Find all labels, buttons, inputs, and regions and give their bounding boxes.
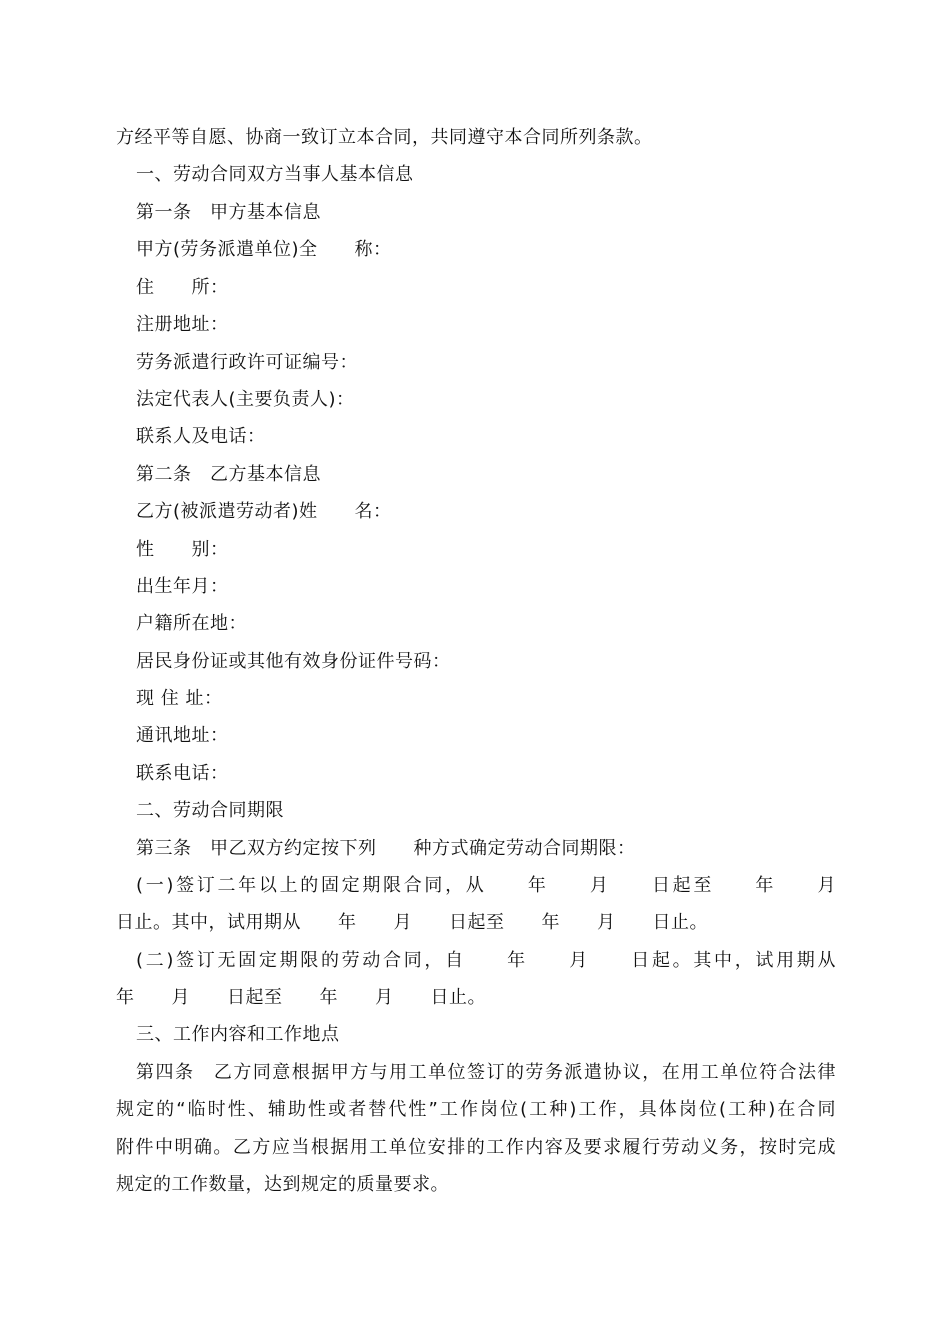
article-heading: 第三条 甲乙双方约定按下列 种方式确定劳动合同期限： (136, 838, 636, 859)
paragraph-line: 年 月 日起至 年 月 日止。 (116, 987, 486, 1008)
article-heading: 第一条 甲方基本信息 (136, 202, 321, 223)
paragraph-line: 日止。其中，试用期从 年 月 日起至 年 月 日止。 (116, 912, 708, 933)
field-label: 通讯地址： (136, 725, 229, 746)
field-label: 出生年月： (136, 576, 229, 597)
paragraph-line: 第四条 乙方同意根据甲方与用工单位签订的劳务派遣协议，在用工单位符合法律 (136, 1062, 836, 1083)
section-heading: 一、劳动合同双方当事人基本信息 (136, 164, 414, 185)
field-label: 居民身份证或其他有效身份证件号码： (136, 651, 451, 672)
field-label: 法定代表人(主要负责人)： (136, 389, 355, 410)
paragraph-line: (一)签订二年以上的固定期限合同，从 年 月 日起至 年 月 (136, 875, 836, 896)
field-label: 甲方(劳务派遣单位)全 称： (136, 239, 392, 260)
paragraph-line: 规定的“临时性、辅助性或者替代性”工作岗位(工种)工作，具体岗位(工种)在合同 (116, 1099, 836, 1120)
section-heading: 三、工作内容和工作地点 (136, 1024, 340, 1045)
field-label: 户籍所在地： (136, 613, 247, 634)
field-label: 注册地址： (136, 314, 229, 335)
field-label: 联系电话： (136, 763, 229, 784)
paragraph-line: 方经平等自愿、协商一致订立本合同，共同遵守本合同所列条款。 (116, 127, 653, 148)
field-label: 联系人及电话： (136, 426, 266, 447)
paragraph-line: 附件中明确。乙方应当根据用工单位安排的工作内容及要求履行劳动义务，按时完成 (116, 1137, 836, 1158)
field-label: 住 所： (136, 277, 229, 298)
paragraph-line: 规定的工作数量，达到规定的质量要求。 (116, 1174, 449, 1195)
paragraph-line: (二)签订无固定期限的劳动合同，自 年 月 日起。其中，试用期从 (136, 950, 836, 971)
field-label: 现 住 址： (136, 688, 223, 709)
field-label: 性 别： (136, 539, 229, 560)
section-heading: 二、劳动合同期限 (136, 800, 284, 821)
article-heading: 第二条 乙方基本信息 (136, 464, 321, 485)
field-label: 劳务派遣行政许可证编号： (136, 352, 358, 373)
field-label: 乙方(被派遣劳动者)姓 名： (136, 501, 392, 522)
